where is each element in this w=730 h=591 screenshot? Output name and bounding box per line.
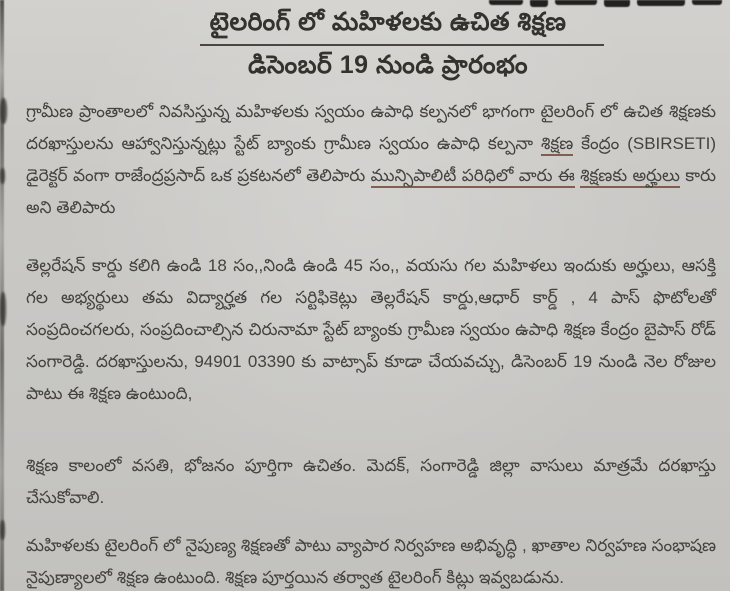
paragraph [26,530,716,591]
page-subtitle: డిసెంబర్ 19 నుండి ప్రారంభం [247,51,529,79]
text-run: కారు అని తెలిపారు [26,166,716,217]
scan-artifact [0,168,5,184]
scan-artifact [0,98,7,124]
underlined-text: శిక్షణ [541,134,573,156]
scan-artifact [0,520,5,540]
underlined-text: మున్సిపాలిటీ పరిధిలో వారు ఈ [371,166,575,188]
page-title: టైలరింగ్ లో మహిళలకు ఉచిత శిక్షణ [209,8,567,36]
paragraph [26,250,716,410]
text-run: మహిళలకు టైలరింగ్ లో నైపుణ్య శిక్షణతో పాటు వ్యాపార నిర్వహణ అభివృద్ధి , ఖాతాల నిర్వహణ సంభాషణ నైపుణ్యాలలో శిక్షణ ఉంటుంది. శిక్షణ పూర్తయిన తర్వాత టైలరింగ్ కిట్లు ఇవ్వబడును. [26,536,716,587]
title-divider [200,44,604,46]
text-run: కేంద్రం (SBIRSETI) డైరెక్టర్ వంగా రాజేంద్రప్రసాద్ ఒక ప్రకటనలో తెలిపారు [26,134,716,185]
header-block [26,5,716,81]
document-content [26,5,716,591]
text-run: శిక్షణ కాలంలో వసతి, భోజనం పూర్తిగా ఉచితం. మెదక్, సంగారెడ్డి జిల్లా వాసులు మాత్రమే దరఖాస్తు చేసుకోవాలి. [26,456,716,507]
text-run: తెల్లరేషన్ కార్డు కలిగి ఉండి 18 సం,,నిండి ఉండి 45 సం,, వయసు గల మహిళలు ఇందుకు అర్హులు, ఆసక్తి గల అభ్యర్థులు తమ విద్యార్హత గల సర్టిఫికెట్లు తెల్లరేషన్ కార్డు,ఆధార్ కార్డ్ , 4 పాస్ ఫొటోలతో సంప్రదించగలరు, సంప్రదించాల్సిన చిరునామా స్టేట్ బ్యాంకు గ్రామీణ స్వయం ఉపాధి శిక్షణ కేంద్రం బైపాస్ రోడ్ సంగారెడ్డి. దరఖాస్తులను, 94901 03390 కు వాట్సాప్ కూడా చేయవచ్చు, డిసెంబర్ 19 నుండి నెల రోజుల పాటు ఈ శిక్షణ ఉంటుంది, [26,256,716,403]
document-body [26,96,716,591]
scan-artifact [0,292,6,326]
paragraph [26,450,716,514]
text-run: గ్రామీణ ప్రాంతాలలో నివసిస్తున్న మహిళలకు స్వయం ఉపాధి కల్పనలో భాగంగా టైలరింగ్ లో ఉచిత శిక్షణకు దరఖాస్తులను ఆహ్వానిస్తున్నట్లు స్టేట్ బ్యాంకు గ్రామీణ స్వయం ఉపాధి కల్పనా [26,102,716,153]
paragraph [26,96,716,224]
underlined-text: శిక్షణకు అర్హులు [580,166,680,188]
